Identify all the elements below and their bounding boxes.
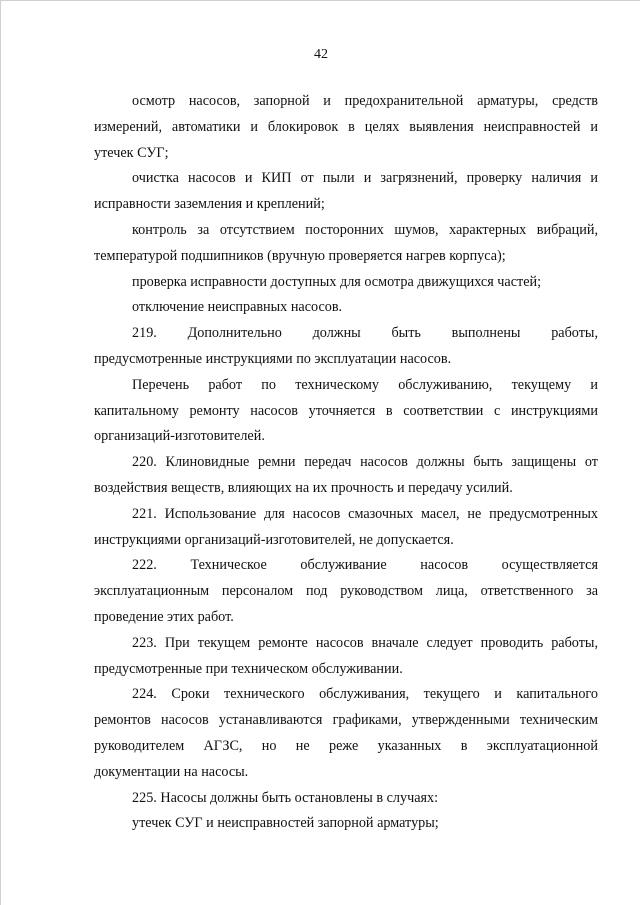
text-line: воздействия веществ, влияющих на их прочность и передачу усилий.: [94, 479, 513, 496]
text-line: осмотр насосов, запорной и предохранительной арматуры, средств: [132, 93, 598, 109]
text-line: контроль за отсутствием посторонних шумов, характерных вибраций,: [132, 221, 598, 238]
text-line: руководителем АГЗС, но не реже указанных в эксплуатационной: [94, 737, 598, 754]
paragraph: [94, 89, 598, 166]
paragraph: [94, 295, 598, 321]
text-line: организаций-изготовителей.: [94, 428, 265, 445]
text-line: утечек СУГ и неисправностей запорной арматуры;: [132, 815, 439, 832]
text-line: ремонтов насосов устанавливаются графиками, утвержденными техническим: [94, 712, 598, 729]
paragraph: [94, 450, 598, 502]
paragraph: [94, 502, 598, 554]
paragraph: [94, 373, 598, 450]
text-line: предусмотренные инструкциями по эксплуатации насосов.: [94, 350, 452, 367]
text-line: проведение этих работ.: [94, 608, 234, 625]
text-line: 224. Сроки технического обслуживания, текущего и капитального: [132, 686, 598, 703]
text-line: 219. Дополнительно должны быть выполнены работы,: [132, 325, 598, 342]
text-line: 225. Насосы должны быть остановлены в случаях:: [132, 789, 439, 806]
paragraph: [94, 811, 598, 837]
text-line: проверка исправности доступных для осмотра движущихся частей;: [132, 273, 542, 290]
text-line: капитальному ремонту насосов уточняется в соответствии с инструкциями: [94, 402, 598, 419]
text-line: 222. Техническое обслуживание насосов осуществляется: [132, 557, 598, 574]
text-line: 223. При текущем ремонте насосов вначале следует проводить работы,: [132, 634, 598, 651]
paragraph: [94, 270, 598, 296]
text-line: 220. Клиновидные ремни передач насосов должны быть защищены от: [132, 454, 598, 471]
paragraph: [94, 166, 598, 218]
text-line: измерений, автоматики и блокировок в целях выявления неисправностей и: [94, 118, 598, 135]
document-body: [94, 89, 598, 837]
text-line: утечек СУГ;: [94, 144, 169, 161]
text-line: инструкциями организаций-изготовителей, не допускается.: [94, 531, 454, 548]
paragraph: [94, 218, 598, 270]
text-line: документации на насосы.: [94, 763, 249, 780]
paragraph: [94, 786, 598, 812]
text-line: исправности заземления и креплений;: [94, 196, 325, 213]
paragraph: [94, 631, 598, 683]
text-line: Перечень работ по техническому обслуживанию, текущему и: [132, 376, 598, 393]
paragraph: [94, 321, 598, 373]
text-line: очистка насосов и КИП от пыли и загрязнений, проверку наличия и: [132, 170, 598, 187]
page-number: 42: [314, 47, 328, 62]
paragraph: [94, 553, 598, 630]
text-line: отключение неисправных насосов.: [132, 299, 343, 316]
paragraph: [94, 682, 598, 785]
text-line: предусмотренные при техническом обслуживании.: [94, 660, 403, 677]
text-line: эксплуатационным персоналом под руководством лица, ответственного за: [94, 583, 598, 600]
text-line: 221. Использование для насосов смазочных масел, не предусмотренных: [132, 505, 598, 522]
text-line: температурой подшипников (вручную проверяется нагрев корпуса);: [94, 247, 506, 264]
